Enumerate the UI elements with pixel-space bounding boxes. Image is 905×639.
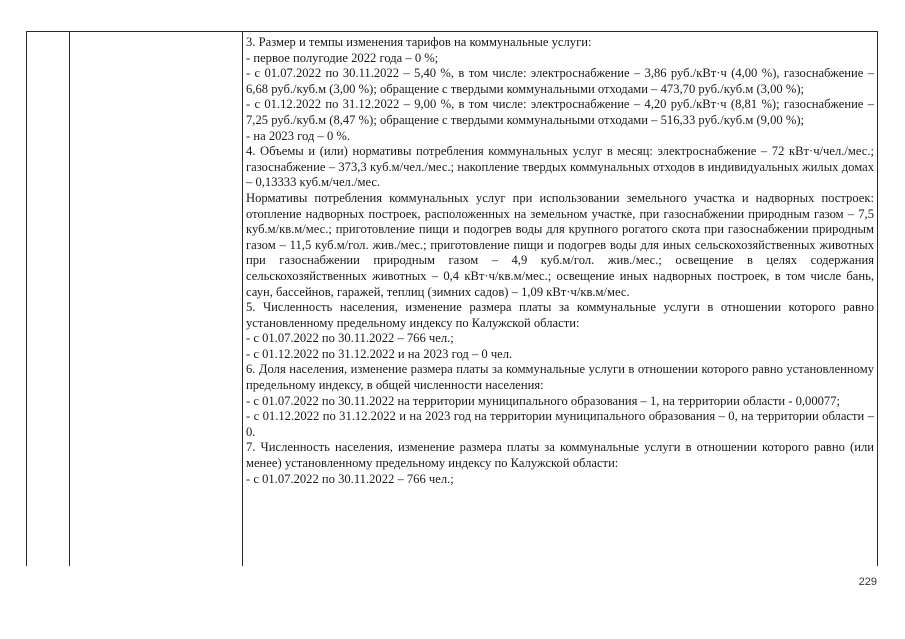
- section-6-heading: 6. Доля населения, изменение размера платы за коммунальные услуги в отношении которого равно установленному предельному индексу, в общей численности населения:: [246, 362, 874, 393]
- section-5-heading: 5. Численность населения, изменение размера платы за коммунальные услуги в отношении которого равно установленному предельному индексу по Калужской области:: [246, 300, 874, 330]
- share-item-dec-2022-2023: - с 01.12.2022 по 31.12.2022 и на 2023 год на территории муниципального образования – 0, на территории области – 0.: [246, 409, 874, 439]
- table-cell-content: [246, 35, 874, 487]
- land-plot-consumption-norms: Нормативы потребления коммунальных услуг при использовании земельного участка и надворных построек: отопление надворных построек, расположенных на земельном участке, при газоснабжении природным газом – 7,5 куб.м/кв.м/мес.; приготовление пищи и подогрев воды для крупного рогатого скота при газоснабжении природным газом – 11,5 куб.м/гол. жив./мес.; приготовление пищи и подогрев воды для иных сельскохозяйственных животных при газоснабжении природным газом – 4,9 куб.м/гол. жив./мес.; освещение в целях содержания сельскохозяйственных животных – 0,4 кВт·ч/кв.м/мес.; освещение иных надворных построек, в том числе бань, саун, бассейнов, гаражей, теплиц (зимних садов) – 1,09 кВт·ч/кв.м/мес.: [246, 190, 874, 299]
- population-item-jul-nov-2022: - с 01.07.2022 по 30.11.2022 – 766 чел.;: [246, 331, 454, 346]
- table-column-divider: [69, 32, 70, 566]
- tariff-item-dec-2022: - с 01.12.2022 по 31.12.2022 – 9,00 %, в том числе: электроснабжение – 4,20 руб./кВт·ч (8,81 %); газоснабжение – 7,25 руб./куб.м (8,47 %); обращение с твердыми коммунальными отходами – 516,33 руб./куб.м (9,00 %);: [246, 97, 874, 127]
- population-item-dec-2022-2023: - с 01.12.2022 по 31.12.2022 и на 2023 год – 0 чел.: [246, 346, 513, 361]
- document-table: [26, 31, 878, 566]
- table-column-divider: [242, 32, 243, 566]
- section-7-heading: 7. Численность населения, изменение размера платы за коммунальные услуги в отношении которого равно (или менее) установленному предельному индексу по Калужской области:: [246, 440, 874, 471]
- page-number: 229: [858, 576, 877, 588]
- tariff-item-first-half-2022: - первое полугодие 2022 года – 0 %;: [246, 50, 439, 65]
- section-3-heading: 3. Размер и темпы изменения тарифов на коммунальные услуги:: [246, 35, 592, 49]
- tariff-item-2023: - на 2023 год – 0 %.: [246, 128, 351, 143]
- section-4-consumption-volumes: 4. Объемы и (или) нормативы потребления коммунальных услуг в месяц: электроснабжение – 72 кВт·ч/чел./мес.; газоснабжение – 373,3 куб.м/чел./мес.; накопление твердых коммунальных отходов в индивидуальных жилых домах – 0,13333 куб.м/чел./мес.: [246, 144, 874, 190]
- tariff-item-jul-nov-2022: - с 01.07.2022 по 30.11.2022 – 5,40 %, в том числе: электроснабжение – 3,86 руб./кВт·ч (4,00 %), газоснабжение – 6,68 руб./куб.м (3,00 %); обращение с твердыми коммунальными отходами – 473,70 руб./куб.м (3,00 %);: [246, 66, 874, 96]
- share-item-jul-nov-2022: - с 01.07.2022 по 30.11.2022 на территории муниципального образования – 1, на территории области - 0,00077;: [246, 393, 841, 408]
- population-le-item-jul-nov-2022: - с 01.07.2022 по 30.11.2022 – 766 чел.;: [246, 471, 454, 486]
